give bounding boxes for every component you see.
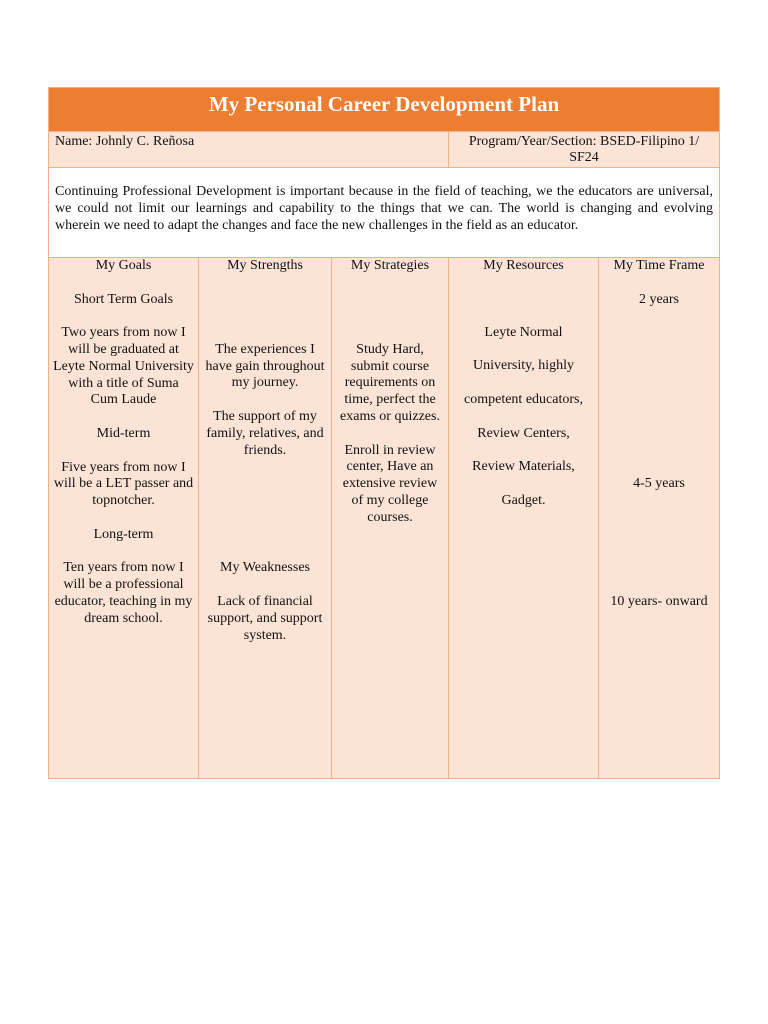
short-term-label: Short Term Goals xyxy=(73,291,174,307)
resource-item: competent educators, xyxy=(464,391,583,407)
strategy-1: Study Hard, submit course requirements on time, perfect the exams or quizzes. xyxy=(340,341,440,424)
mid-term-goal: Five years from now I will be a LET passer and topnotcher. xyxy=(53,459,194,509)
weakness-1: Lack of financial support, and support system. xyxy=(207,593,323,643)
timeframe-header: My Time Frame xyxy=(613,258,705,273)
long-term-goal: Ten years from now I will be a professional educator, teaching in my dream school. xyxy=(54,560,193,626)
timeframe-long: 10 years- onward xyxy=(610,594,708,610)
timeframe-mid: 4-5 years xyxy=(633,476,685,492)
info-row xyxy=(49,131,719,168)
resource-item: Leyte Normal xyxy=(484,324,563,340)
timeframe-short: 2 years xyxy=(638,291,680,307)
strengths-header: My Strengths xyxy=(227,258,303,273)
strategies-column xyxy=(332,258,449,778)
strength-2: The support of my family, relatives, and friends. xyxy=(206,408,324,458)
weaknesses-label: My Weaknesses xyxy=(220,560,310,576)
resource-item: Gadget. xyxy=(501,492,546,508)
strength-1: The experiences I have gain throughout my journey. xyxy=(205,341,325,391)
resource-item: University, highly xyxy=(473,358,574,374)
resources-column xyxy=(449,258,599,778)
career-plan-table xyxy=(48,87,720,779)
short-term-goal: Two years from now I will be graduated at Leyte Normal University with a title of Suma Cum Laude xyxy=(53,325,194,408)
program-section: Program/Year/Section: BSED-Filipino 1/ SF24 xyxy=(468,134,700,165)
long-term-label: Long-term xyxy=(93,526,154,542)
resource-item: Review Centers, xyxy=(477,425,570,441)
resource-item: Review Materials, xyxy=(472,459,575,475)
mid-term-label: Mid-term xyxy=(96,425,151,441)
resources-header: My Resources xyxy=(483,258,564,273)
plan-grid xyxy=(49,258,719,778)
timeframe-column xyxy=(599,258,719,778)
strategies-header: My Strategies xyxy=(350,258,430,273)
strengths-column xyxy=(199,258,332,778)
intro-paragraph: Continuing Professional Development is important because in the field of teaching, we the educators are universal, we could not limit our learnings and capability to the things that we can. The world is changing and evolving wherein we need to adapt the changes and face the new challenges in the field as an educator. xyxy=(49,168,719,258)
goals-header: My Goals xyxy=(95,258,152,273)
strategy-2: Enroll in review center, Have an extensive review of my college courses. xyxy=(342,442,438,525)
goals-column xyxy=(49,258,199,778)
plan-title: My Personal Career Development Plan xyxy=(49,88,719,131)
student-name: Name: Johnly C. Reñosa xyxy=(49,132,449,167)
